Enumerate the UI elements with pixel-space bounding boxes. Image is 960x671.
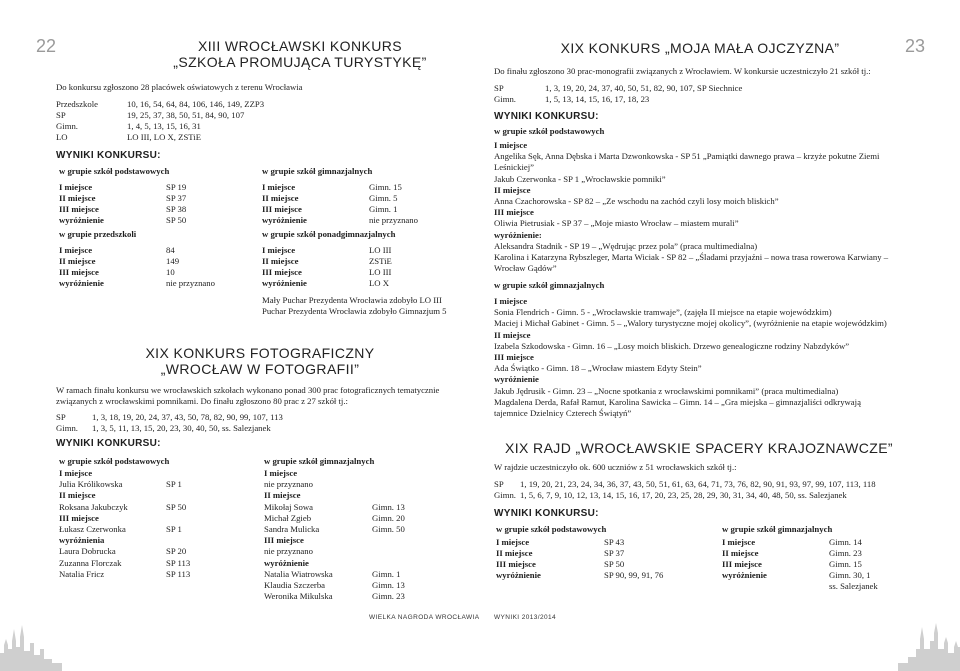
footer-right: WYNIKI 2013/2014 [494,614,557,621]
c13-gim-row-value: Gimn. 1 [369,204,398,214]
c19f-gim-row-text: nie przyznano [264,546,313,557]
c19m-participant-value: 1, 3, 19, 20, 24, 37, 40, 50, 51, 82, 90, 107, SP Siechnice [545,83,743,93]
c13-participant-value: 1, 4, 5, 13, 15, 16, 31 [127,121,201,131]
c19m-sp-row-text: I miejsce [494,140,528,150]
rajd-gim-heading: w grupie szkół gimnazjalnych [722,524,833,534]
c13-pre-row-label: wyróżnienie [59,278,104,288]
rajd-sp-row-value: SP 50 [604,559,625,569]
rajd-sp-row-value: SP 37 [604,548,625,558]
c19m-sp-row-text: III miejsce [494,207,534,218]
c13-gim-row-value: Gimn. 15 [369,182,402,192]
section-title-c19f-line1: XIX KONKURS FOTOGRAFICZNY [145,345,375,361]
c13-participant-label: LO [56,132,68,142]
c19m-gim-row-text: Ada Świątko - Gimn. 18 – „Wrocław miastem Edyty Stein” [494,363,702,374]
c19m-sp-heading: w grupie szkół podstawowych [494,126,605,136]
section-title-c19f-line2: „WROCŁAW W FOTOGRAFII” [160,361,360,377]
rajd-gim-row-label: III miejsce [722,559,762,569]
rajd-sp-row-label: II miejsce [496,548,533,558]
c13-pre-heading: w grupie przedszkoli [59,229,137,239]
c19f-participant-value: 1, 3, 18, 19, 20, 24, 37, 43, 50, 78, 82, 90, 99, 107, 113 [92,412,283,422]
c13-lo-row-label: II miejsce [262,256,299,266]
c19m-participant-value: 1, 5, 13, 14, 15, 16, 17, 18, 23 [545,94,650,104]
c19f-results-heading: WYNIKI KONKURSU: [56,438,161,449]
c19f-sp-row-text: III miejsce [59,512,99,523]
c13-participant-label: Gimn. [56,121,78,131]
c19f-participant-label: Gimn. [56,423,78,433]
rajd-participant-label: Gimn. [494,490,516,500]
rajd-gim-row-label: wyróżnienie [722,570,767,580]
c19m-sp-row-text: Oliwia Pietrusiak - SP 37 – „Moje miasto Wrocław – miastem murali” [494,218,739,229]
c13-intro: Do konkursu zgłoszono 28 placówek oświatowych z terenu Wrocławia [56,82,303,92]
c13-lo-row-value: LO III [369,245,392,255]
rajd-sp-row-label: I miejsce [496,537,530,547]
c19m-sp-row-text: Anna Czachorowska - SP 82 – „Ze wschodu na zachód czyli losy moich bliskich” [494,196,779,206]
page-number-left: 22 [36,36,57,56]
rajd-sp-heading: w grupie szkół podstawowych [496,524,607,534]
c19m-gim-row-text: I miejsce [494,296,528,306]
rajd-gim-row-value: Gimn. 23 [829,548,862,558]
rajd-gim-row-value: Gimn. 15 [829,559,862,569]
c13-sp-heading: w grupie szkół podstawowych [59,166,170,176]
c19m-gim-row-text: Sonia Flendrich - Gimn. 5 - „Wrocławskie tramwaje”, (zajęła II miejsce na etapie wojewódzkim) [494,307,832,318]
c13-lo-row-value: ZSTiE [369,256,392,266]
rajd-gim-row-label: II miejsce [722,548,759,558]
section-title-c13-line1: XIII WROCŁAWSKI KONKURS [198,38,402,54]
c19m-gim-row-text: wyróżnienie [494,374,539,385]
c19f-sp-row-text: Laura Dobrucka [59,546,116,557]
c19f-intro-line2: związanych z wrocławskimi pomnikami. Do finału zgłoszono 80 prac z 27 szkół tj.: [56,396,348,406]
c19f-sp-row-value: SP 1 [166,479,182,490]
c19f-sp-row-value: SP 113 [166,568,191,579]
c19m-results-heading: WYNIKI KONKURSU: [494,111,599,122]
rajd-results-heading: WYNIKI KONKURSU: [494,508,599,519]
section-title-c13-line2: „SZKOŁA PROMUJĄCA TURYSTYKĘ” [173,54,427,70]
rajd-sp-row-value: SP 90, 99, 91, 76 [604,570,664,580]
c19m-gim-heading: w grupie szkół gimnazjalnych [494,280,605,290]
c13-gim-heading: w grupie szkół gimnazjalnych [262,166,373,176]
c19m-gim-row-text: Magdalena Derda, Rafał Ramut, Karolina Sawicka – Gimn. 14 – „Gra miejska – gimnazjaliści odkrywają [494,396,861,407]
rajd-gim-row-value: ss. Salezjanek [829,581,878,591]
c19m-gim-row-text: Jakub Jędrusik - Gimn. 23 – „Nocne spotkania z wrocławskimi pomnikami” (praca multimedialna) [494,385,839,396]
c19f-sp-row-text: I miejsce [59,468,93,478]
c13-cup-small: Mały Puchar Prezydenta Wrocławia zdobyło LO III [262,295,442,305]
c19f-sp-heading: w grupie szkół podstawowych [59,456,170,466]
c19m-gim-row-text: Izabela Szkodowska - Gimn. 16 – „Losy moich bliskich. Drzewo genealogiczne rodziny Nabzdyków” [494,340,850,351]
c19f-gim-row-text: I miejsce [264,468,298,478]
c13-sp-row-value: SP 50 [166,215,187,225]
c13-results-heading: WYNIKI KONKURSU: [56,150,161,161]
c13-sp-row-label: III miejsce [59,204,99,214]
c13-cup-large: Puchar Prezydenta Wrocławia zdobyło Gimnazjum 5 [262,306,447,316]
c19m-sp-row-text: II miejsce [494,184,531,195]
c13-gim-row-label: I miejsce [262,182,296,192]
c19m-sp-row-text: Aleksandra Stadnik - SP 19 – „Wędrując przez pola” (praca multimedialna) [494,240,758,251]
c19f-gim-row-text: wyróżnienie [264,557,309,568]
rajd-sp-row-label: III miejsce [496,559,536,569]
c13-lo-row-value: LO III [369,267,392,277]
page-number-right: 23 [905,36,926,56]
c19f-intro-line1: W ramach finału konkursu we wrocławskich szkołach wykonano ponad 300 prac fotograficznych tematycznie [56,385,440,395]
c19f-sp-row-value: SP 20 [166,546,187,557]
c13-pre-row-value: 149 [166,256,180,266]
c13-pre-row-value: nie przyznano [166,278,215,288]
c19m-gim-row-text: Maciej i Michał Gabinet - Gimn. 5 – „Walory turystyczne mojej okolicy”, (wyróżnienie na etapie wojewódzkim) [494,318,887,329]
section-title-rajd: XIX RAJD „WROCŁAWSKIE SPACERY KRAJOZNAWCZE” [505,440,893,456]
c13-lo-row-label: I miejsce [262,245,296,255]
c13-gim-row-value: nie przyznano [369,215,418,225]
c19m-participant-label: Gimn. [494,94,516,104]
c13-lo-row-label: wyróżnienie [262,278,307,288]
city-skyline-left-illustration [0,619,62,671]
rajd-intro: W rajdzie uczestniczyło ok. 600 uczniów z 51 wrocławskich szkół tj.: [494,462,737,472]
c13-participant-label: SP [56,110,66,120]
c19f-gim-row-text: III miejsce [264,535,304,546]
c19f-gim-row-value: Gimn. 23 [372,591,405,602]
c19f-participant-label: SP [56,412,66,422]
c19f-sp-row-text: Łukasz Czerwonka [59,524,126,534]
c13-pre-row-value: 10 [166,267,175,277]
c19m-sp-row-text: Jakub Czerwonka - SP 1 „Wrocławskie pomniki” [494,173,666,184]
c19f-gim-row-text: Mikołaj Sowa [264,501,313,512]
c19m-sp-row-text: Karolina i Katarzyna Rybszleger, Marta Wiciak - SP 82 – „Śladami przyjaźni – nowa trasa rowerowa Karwiany – [494,252,889,262]
c19f-sp-row-text: wyróżnienia [59,535,105,546]
c19m-sp-row-text: Wrocław Gądów” [494,263,557,274]
c19f-gim-row-text: Natalia Wiatrowska [264,568,333,579]
c19f-gim-row-value: Gimn. 20 [372,512,405,523]
c19m-sp-row-text: Angelika Sęk, Anna Dębska i Marta Dzwonkowska - SP 51 „Pamiątki dawnego prawa – krzyże pokutne Ziemi [494,151,880,162]
rajd-participant-value: 1, 19, 20, 21, 23, 24, 34, 36, 37, 43, 50, 51, 61, 63, 64, 71, 73, 76, 82, 90, 91, 93, 97, 99, 107, 113, 118 [520,479,876,489]
c19f-gim-row-text: Michał Zgieb [264,512,312,523]
c13-sp-row-label: II miejsce [59,193,96,203]
c13-lo-heading: w grupie szkół ponadgimnazjalnych [262,229,396,239]
section-title-c19m: XIX KONKURS „MOJA MAŁA OJCZYZNA” [560,40,840,56]
c13-gim-row-label: III miejsce [262,204,302,214]
rajd-gim-row-value: Gimn. 14 [829,537,862,547]
c19f-sp-row-text: Zuzanna Florczak [59,557,122,568]
c19m-sp-row-text: Leśnickiej” [494,162,535,173]
c19m-gim-row-text: tajemnice Dzielnicy Czterech Świątyń” [494,408,632,418]
rajd-sp-row-label: wyróżnienie [496,570,541,580]
c13-sp-row-value: SP 38 [166,204,187,214]
c19m-sp-row-text: wyróżnienie: [494,229,542,240]
c13-sp-row-value: SP 19 [166,182,187,192]
c13-gim-row-label: wyróżnienie [262,215,307,225]
c19f-gim-row-value: Gimn. 50 [372,524,405,534]
c13-participant-value: LO III, LO X, ZSTiE [127,132,202,142]
c19f-sp-row-text: II miejsce [59,490,96,501]
c19f-participant-value: 1, 3, 5, 11, 13, 15, 20, 23, 30, 40, 50, ss. Salezjanek [92,423,271,433]
c13-sp-row-label: I miejsce [59,182,93,192]
c13-lo-row-label: III miejsce [262,267,302,277]
c19f-gim-row-value: Gimn. 13 [372,501,405,512]
c19m-intro: Do finału zgłoszono 30 prac-monografii związanych z Wrocławiem. W konkursie uczestniczyło 21 szkół tj.: [494,66,871,76]
c13-pre-row-label: II miejsce [59,256,96,266]
c13-gim-row-label: II miejsce [262,193,299,203]
c19f-gim-row-text: Klaudia Szczerba [264,580,326,590]
c13-participant-value: 10, 16, 54, 64, 84, 106, 146, 149, ZZP3 [127,99,265,109]
c19f-sp-row-text: Roksana Jakubczyk [59,501,128,512]
c13-lo-row-value: LO X [369,278,390,288]
c19f-sp-row-text: Natalia Fricz [59,568,105,579]
c13-participant-value: 19, 25, 37, 38, 50, 51, 84, 90, 107 [127,110,245,120]
c13-participant-label: Przedszkole [56,99,98,109]
c19f-sp-row-value: SP 50 [166,501,187,512]
c13-pre-row-label: III miejsce [59,267,99,277]
rajd-participant-value: 1, 5, 6, 7, 9, 10, 12, 13, 14, 15, 16, 17, 20, 23, 25, 28, 29, 30, 31, 34, 40, 48, 50, ss. Salezjanek [520,490,847,500]
c13-pre-row-value: 84 [166,245,175,255]
c19f-gim-heading: w grupie szkół gimnazjalnych [264,456,375,466]
rajd-gim-row-value: Gimn. 30, 1 [829,570,871,580]
c13-sp-row-label: wyróżnienie [59,215,104,225]
footer-left: WIELKA NAGRODA WROCŁAWIA [369,614,480,621]
c19m-gim-row-text: II miejsce [494,329,531,340]
c19f-sp-row-value: SP 113 [166,557,191,568]
c19f-sp-row-value: SP 1 [166,524,182,534]
c19f-gim-row-text: Sandra Mulicka [264,524,320,534]
c19f-gim-row-text: Weronika Mikulska [264,591,333,602]
c19f-gim-row-text: nie przyznano [264,479,313,490]
c19f-gim-row-value: Gimn. 1 [372,568,401,579]
rajd-sp-row-value: SP 43 [604,537,625,547]
c19f-sp-row-text: Julia Królikowska [59,479,123,490]
c19f-gim-row-value: Gimn. 13 [372,580,405,590]
c19m-participant-label: SP [494,83,504,93]
rajd-gim-row-label: I miejsce [722,537,756,547]
city-skyline-right-illustration [898,619,960,671]
c19m-gim-row-text: III miejsce [494,352,534,362]
c13-sp-row-value: SP 37 [166,193,187,203]
c13-pre-row-label: I miejsce [59,245,93,255]
c13-gim-row-value: Gimn. 5 [369,193,398,203]
c19f-gim-row-text: II miejsce [264,490,301,501]
rajd-participant-label: SP [494,479,504,489]
